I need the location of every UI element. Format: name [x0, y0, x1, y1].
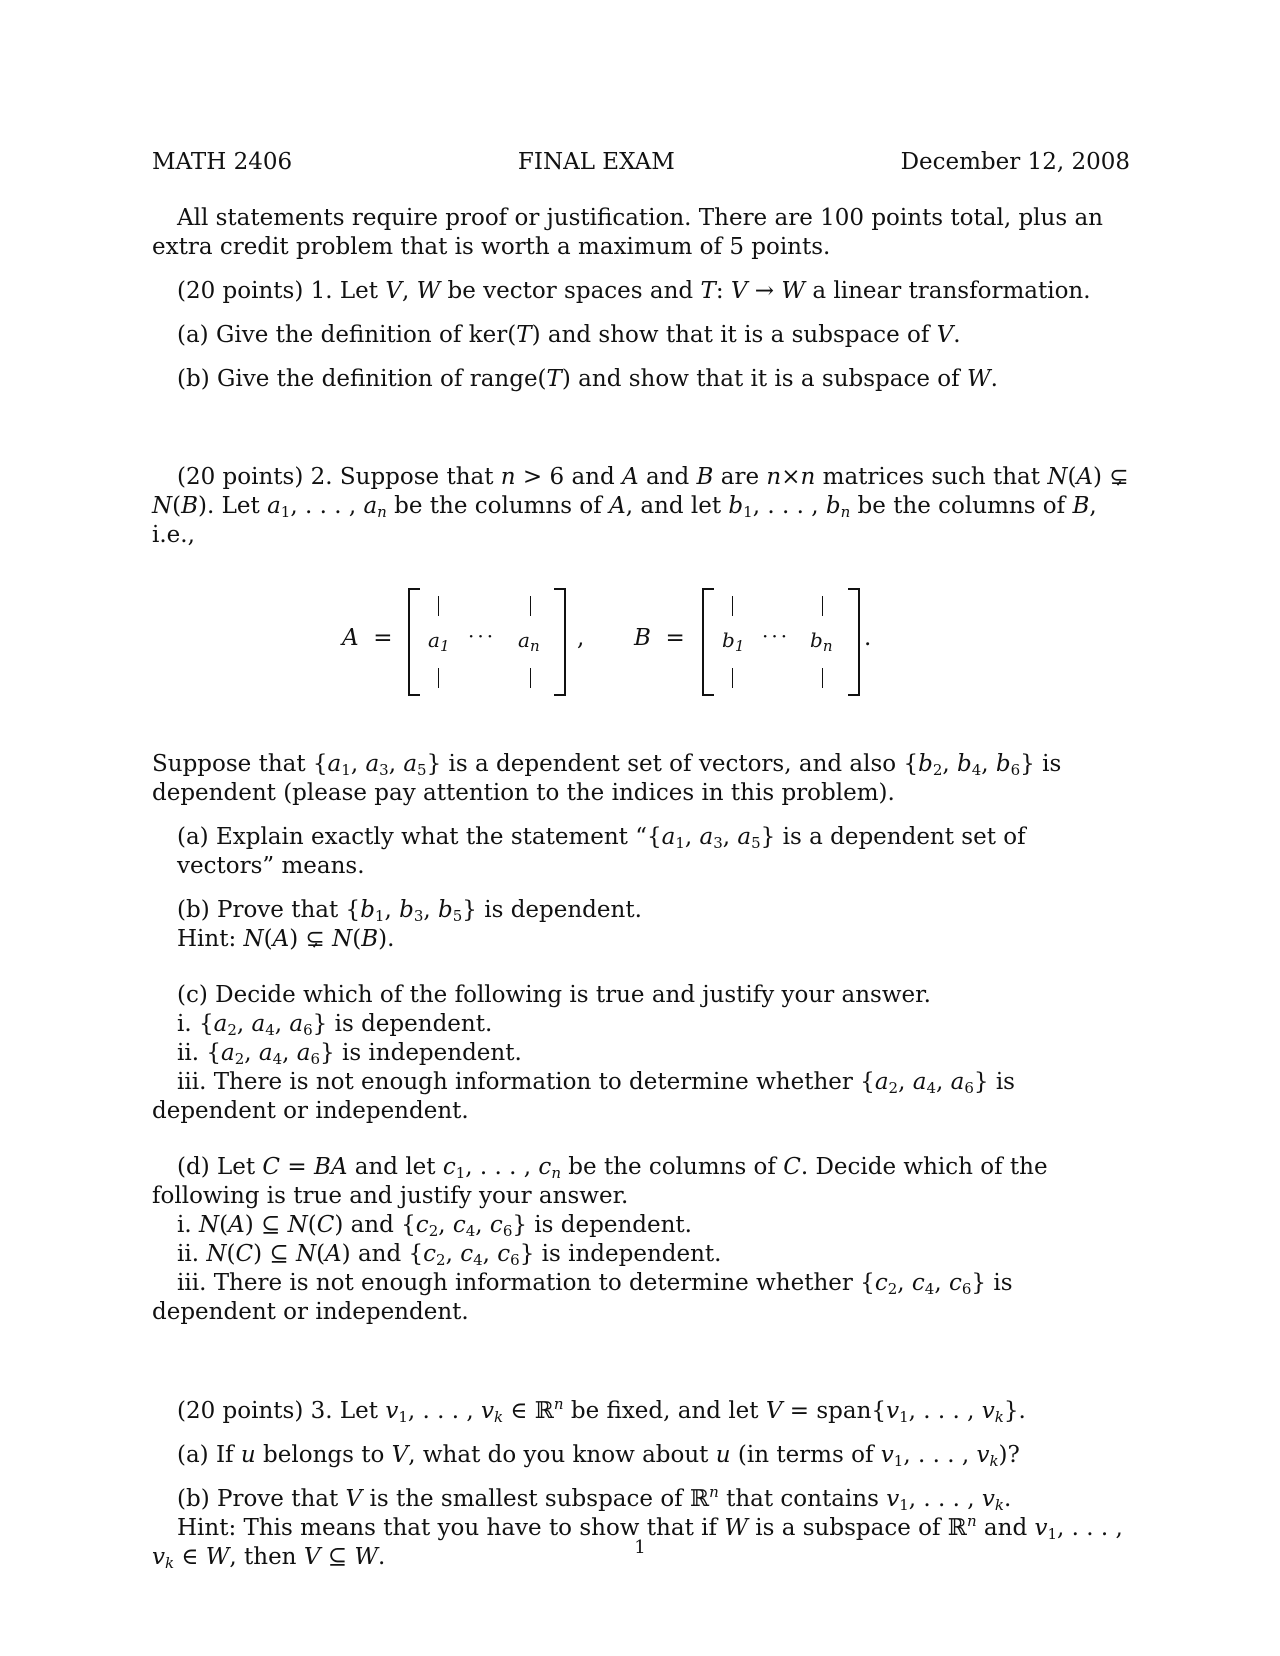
exam-page: [152, 148, 1130, 1572]
problem-2-statement: (20 points) 2. Suppose that n > 6 and A and B are n×n matrices such that N(A) ⊊ N(B). Let $a_1$, . . . , $a_n$ be the columns of A, and let $b_1$, . . . , $b_n$ be the columns of B, i.e.,: [152, 464, 1129, 548]
problem-3a: (a) If u belongs to V, what do you know about u (in terms of $v_1$, . . . , $v_k$)?: [177, 1442, 1020, 1470]
problem-2c-option-ii: ii. {$a_2$, $a_4$, $a_6$} is independent.: [177, 1040, 522, 1068]
problem-2b: (b) Prove that {$b_1$, $b_3$, $b_5$} is dependent.: [177, 897, 642, 925]
exam-title: FINAL EXAM: [517, 149, 675, 175]
problem-2b-hint: Hint: N(A) ⊊ N(B).: [177, 926, 395, 952]
matrix-b: $b_1$ ··· $b_n$: [702, 588, 862, 692]
page-number: 1: [634, 1537, 646, 1558]
problem-1b: (b) Give the definition of range(T) and show that it is a subspace of W.: [177, 366, 998, 392]
problem-3b-hint: Hint: This means that you have to show that if W is a subspace of ℝ$^n$ and $v_1$, . . . , $v_k$ ∈ W, then V ⊆ W.: [152, 1512, 1123, 1572]
right-bracket: [848, 588, 860, 696]
problem-2d-option-ii: ii. N(C) ⊆ N(A) and {$c_2$, $c_4$, $c_6$} is independent.: [177, 1241, 722, 1269]
instructions: All statements require proof or justification. There are 100 points total, plus an extra credit problem that is worth a maximum of 5 points.: [152, 205, 1103, 260]
exam-date: December 12, 2008: [900, 149, 1130, 175]
problem-1-statement: (20 points) 1. Let V, W be vector spaces and T: V → W a linear transformation.: [177, 278, 1091, 304]
problem-2-supposition: Suppose that {$a_1$, $a_3$, $a_5$} is a dependent set of vectors, and also {$b_2$, $b_4$, $b_6$} is dependent (please pay attention to the indices in this problem).: [152, 751, 1062, 806]
right-bracket: [554, 588, 566, 696]
problem-2d-option-i: i. N(A) ⊆ N(C) and {$c_2$, $c_4$, $c_6$} is dependent.: [177, 1212, 692, 1240]
problem-3-statement: (20 points) 3. Let $v_1$, . . . , $v_k$ ∈ ℝ$^n$ be fixed, and let $V = span\{v_1$, . . . , $v_k$}.: [177, 1395, 1026, 1426]
course-code: MATH 2406: [152, 149, 293, 175]
matrix-b-label: B =: [634, 625, 685, 651]
problem-2d-option-iii: iii. There is not enough information to determine whether {$c_2$, $c_4$, $c_6$} is dependent or independent.: [152, 1270, 1013, 1325]
matrix-a: $a_1$ ··· $a_n$: [408, 588, 568, 692]
matrix-definitions: A = $a_1$ ··· $a_n$ , B = $b_1$ ··· $b_n$ .: [152, 588, 1130, 698]
problem-2a: (a) Explain exactly what the statement “{$a_1$, $a_3$, $a_5$} is a dependent set of vectors” means.: [177, 824, 1026, 879]
problem-2c-option-i: i. {$a_2$, $a_4$, $a_6$} is dependent.: [177, 1011, 493, 1039]
problem-2c-option-iii: iii. There is not enough information to determine whether {$a_2$, $a_4$, $a_6$} is dependent or independent.: [152, 1069, 1015, 1124]
problem-1a: (a) Give the definition of ker(T) and show that it is a subspace of V.: [177, 322, 961, 348]
problem-2c: (c) Decide which of the following is true and justify your answer.: [177, 982, 931, 1008]
problem-2d: (d) Let C = BA and let $c_1$, . . . , $c_n$ be the columns of C. Decide which of the following is true and justify your answer.: [152, 1154, 1048, 1209]
left-bracket: [408, 588, 420, 696]
matrix-a-label: A =: [342, 625, 393, 651]
page-header: [152, 148, 1130, 177]
problem-3b: (b) Prove that V is the smallest subspace of ℝ$^n$ that contains $v_1$, . . . , $v_k$.: [177, 1483, 1012, 1514]
left-bracket: [702, 588, 714, 696]
